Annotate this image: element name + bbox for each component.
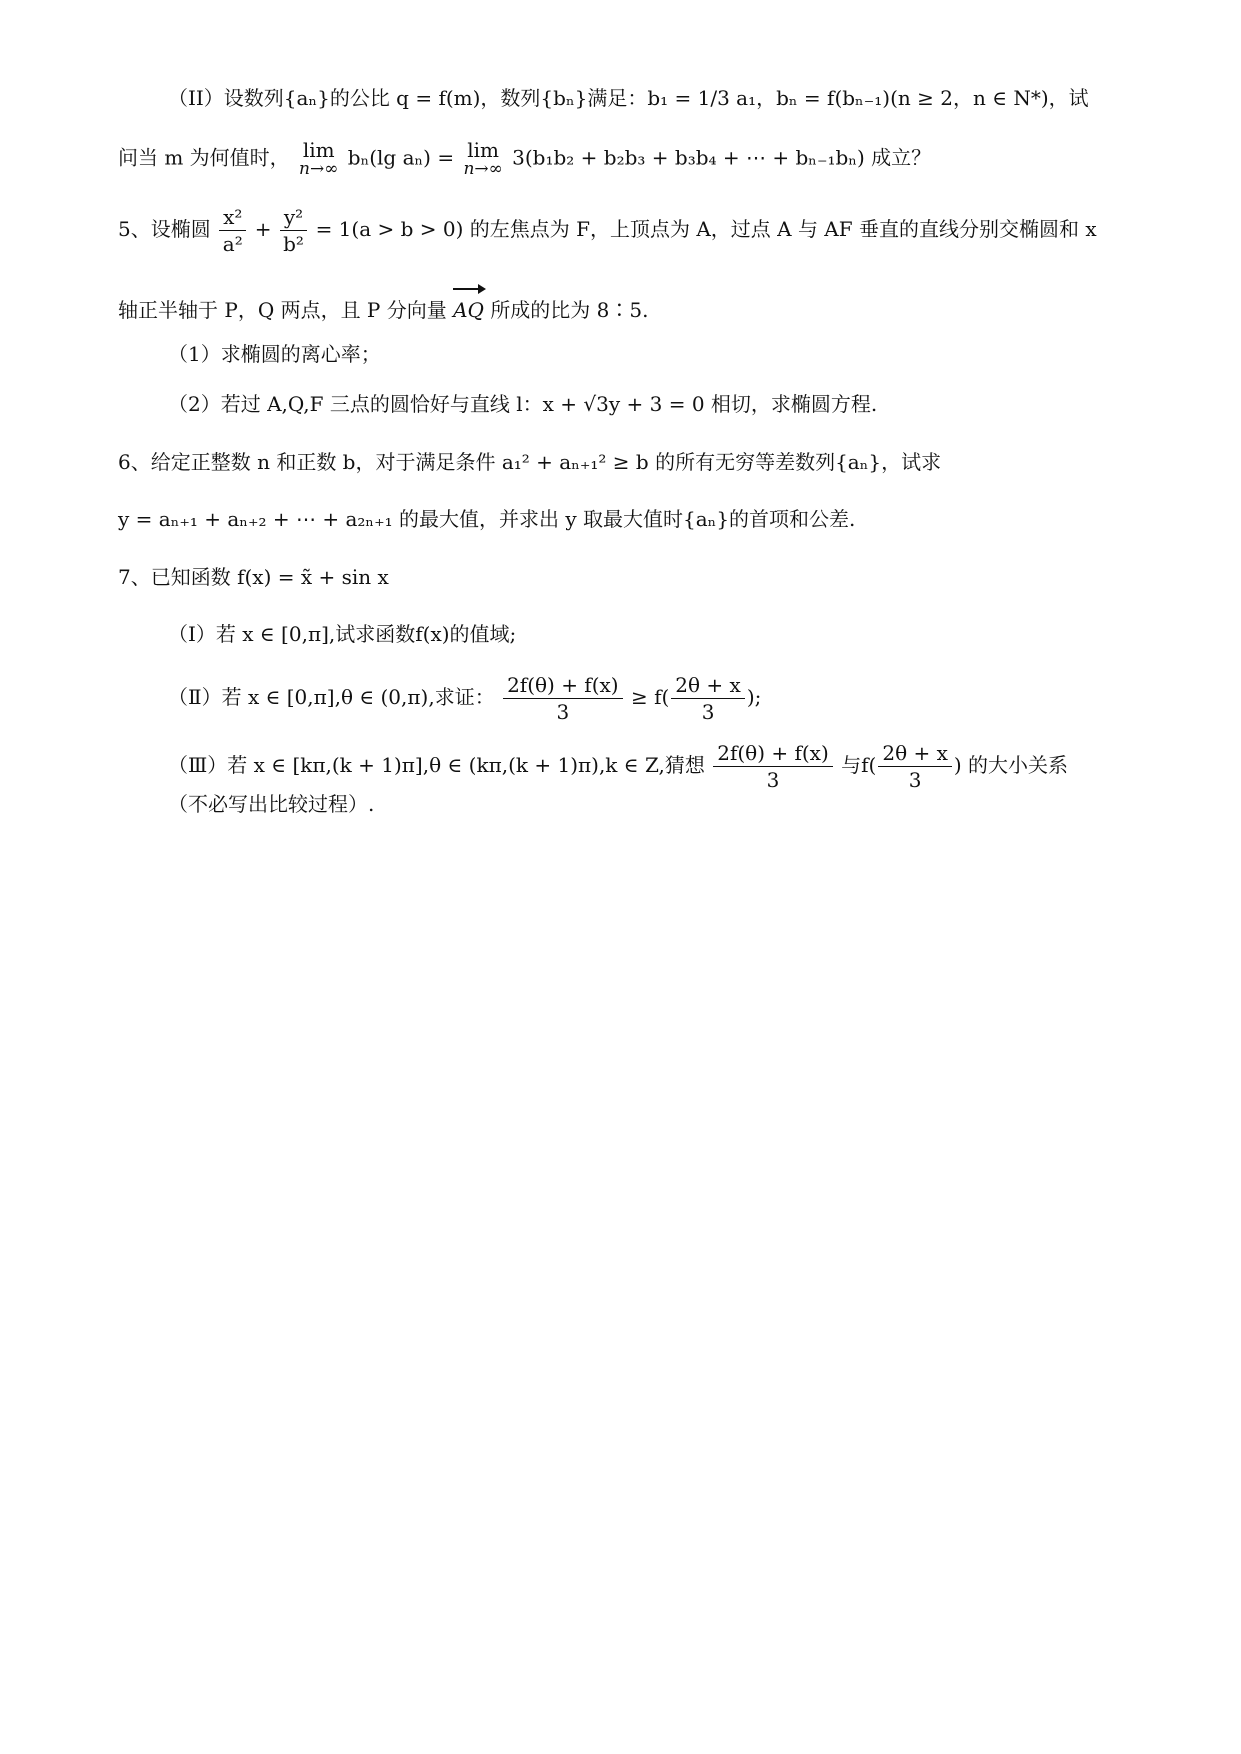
limit-symbol-2: lim n→∞ — [463, 138, 503, 179]
fraction-2f-theta-plus-fx: $\frac{2f(\theta) + f(x)}{3}$ — [503, 672, 623, 725]
vector-aq: AQ — [453, 288, 484, 324]
p2-line-2 — [118, 140, 931, 178]
fraction-2theta-plus-x: $\frac{2\theta + x}{3}$ — [671, 672, 745, 725]
question-7-sub-2: （Ⅱ）若 x ∈ [0,π],θ ∈ (0,π),求证： $\frac{2f(\theta) + f(x)}{3}$ ≥ f( $\frac{2\theta + x}{3}$ ); — [168, 673, 762, 724]
q5-prefix: 5、设椭圆 — [118, 217, 211, 241]
limit-expression-2: 3(b₁b₂ + b₂b₃ + b₃b₄ + ⋯ + bₙ₋₁bₙ) 成立？ — [512, 145, 932, 170]
p2-line-1: （II）设数列{aₙ}的公比 q = f(m)，数列{bₙ}满足：b₁ = 1/3 a₁，bₙ = f(bₙ₋₁)(n ≥ 2，n ∈ N*)，试 — [168, 86, 1089, 110]
limit-expression-1: bₙ(lg aₙ) = — [347, 145, 455, 170]
vector-arrow-icon — [453, 288, 484, 290]
question-7-sub-3-line-2: （不必写出比较过程）. — [168, 792, 375, 816]
question-7-line: 7、已知函数 f(x) = x̃ + sin x — [118, 565, 389, 589]
question-7-sub-3: （Ⅲ）若 x ∈ [kπ,(k + 1)π],θ ∈ (kπ,(k + 1)π),k ∈ Z,猜想 $\frac{2f(\theta) + f(x)}{3}$ 与f( $\frac{2\theta + x}{3}$ ) 的大小关系 — [168, 741, 1069, 792]
question-5-sub-1: （1）求椭圆的离心率； — [168, 342, 381, 366]
question-6-line-2: y = aₙ₊₁ + aₙ₊₂ + ⋯ + a₂ₙ₊₁ 的最大值，并求出 y 取最大值时{aₙ}的首项和公差. — [118, 507, 856, 531]
q5-rest: = 1(a > b > 0) 的左焦点为 F，上顶点为 A，过点 A 与 AF 垂直的直线分别交椭圆和 x — [315, 217, 1097, 241]
question-5-line-2: 轴正半轴于 P，Q 两点，且 P 分向量 AQ 所成的比为 8∶5. — [118, 288, 648, 324]
fraction-y2-b2: $\frac{\text{y²}}{\text{b²}}$ — [280, 204, 307, 257]
p2-line-2-prefix: 问当 m 为何值时， — [118, 145, 290, 170]
fraction-2theta-plus-x-2: $\frac{2\theta + x}{3}$ — [878, 740, 952, 793]
question-5-sub-2: （2）若过 A,Q,F 三点的圆恰好与直线 l：x + √3y + 3 = 0 相切，求椭圆方程. — [168, 392, 878, 416]
plus-sign: + — [254, 217, 272, 241]
question-6-line-1: 6、给定正整数 n 和正数 b，对于满足条件 a₁² + aₙ₊₁² ≥ b 的所有无穷等差数列{aₙ}，试求 — [118, 450, 942, 474]
limit-symbol-1: lim n→∞ — [299, 138, 339, 179]
fraction-x2-a2: $\frac{\text{x²}}{\text{a²}}$ — [219, 204, 246, 257]
fraction-2f-theta-plus-fx-2: $\frac{2f(\theta) + f(x)}{3}$ — [713, 740, 833, 793]
question-7-sub-1: （Ⅰ）若 x ∈ [0,π],试求函数f(x)的值域; — [168, 622, 517, 646]
question-5-line-1 — [118, 204, 1097, 257]
